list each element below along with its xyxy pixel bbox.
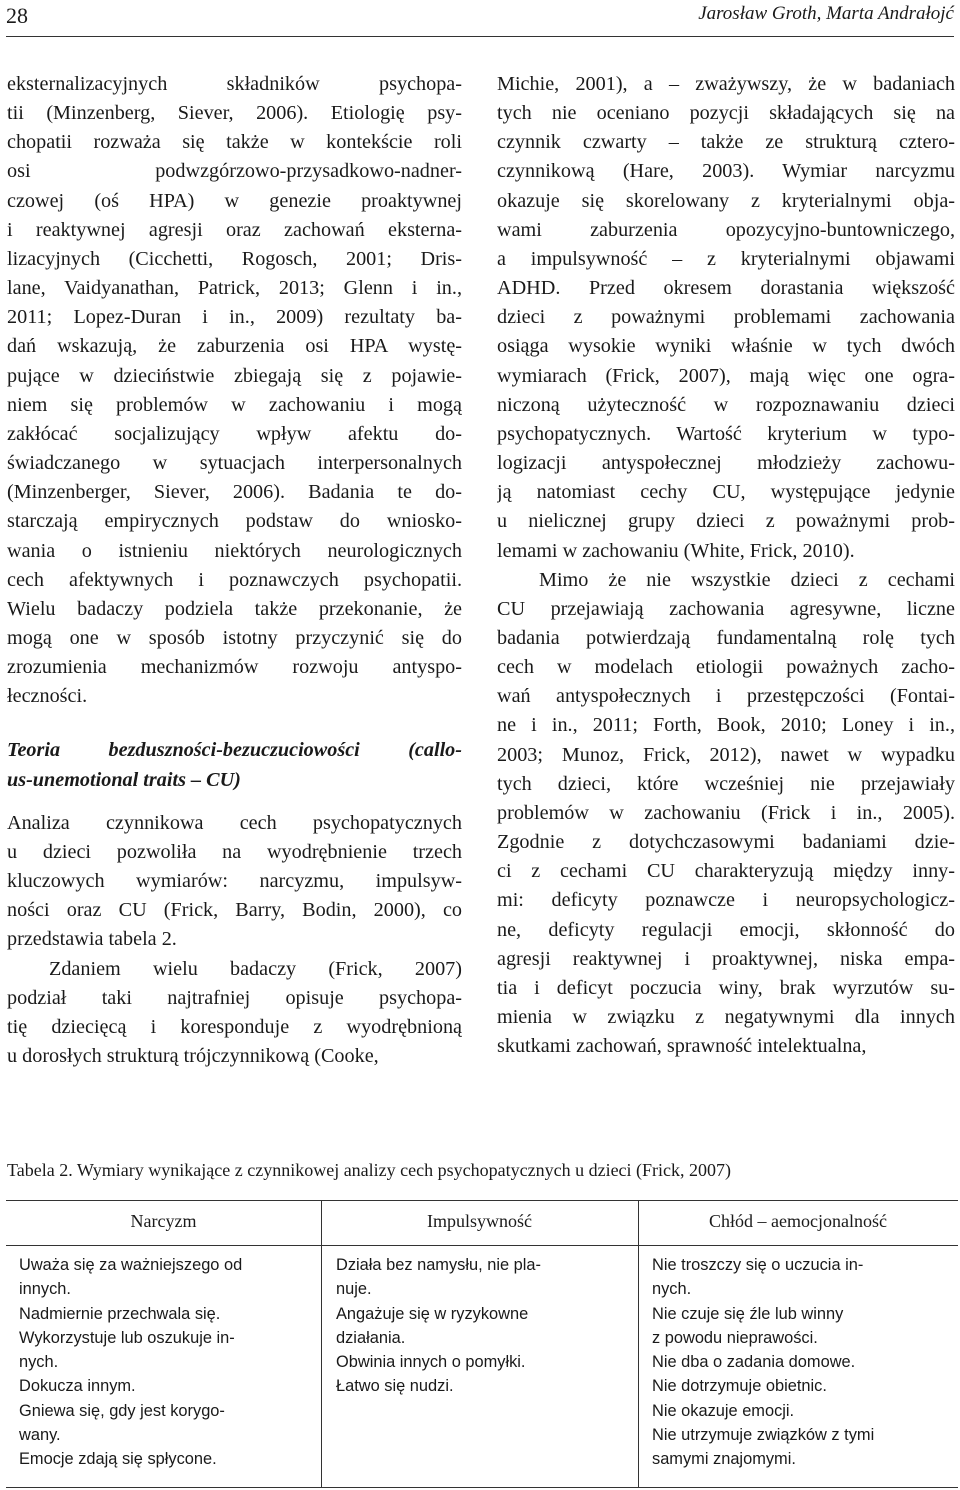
text-line: ADHD. Przed okresem dorastania większość — [497, 277, 955, 300]
text-line: kluczowych wymiarów: narcyzmu, impulsyw- — [7, 870, 462, 893]
text-line: ne, deficyty regulacji emocji, skłonność do — [497, 918, 955, 941]
text-line: ją natomiast cechy CU, występujące jedynie — [497, 481, 955, 504]
text-line: Wielu badaczy podziela także przekonanie, że — [7, 597, 462, 620]
text-line: chopatii rozważa się także w kontekście roli — [7, 131, 462, 154]
table-cell-line: Emocje zdają się spłycone. — [19, 1450, 217, 1469]
text-line: osiąga wysokie wyniki właśnie w tych dwóch — [497, 335, 955, 358]
table-header-chlod: Chłód – aemocjonalność — [709, 1211, 887, 1231]
table-divider — [321, 1201, 322, 1487]
table-cell-line: samymi znajomymi. — [652, 1450, 796, 1469]
text-line: agresji reaktywnej i proaktywnej, niska empa- — [497, 947, 955, 970]
text-line: podział taki najtrafniej opisuje psychopa- — [7, 986, 462, 1009]
table-cell-line: Nie dotrzymuje obietnic. — [652, 1377, 827, 1396]
text-line: Teoria bezduszności-bezuczuciowości (callo- — [7, 739, 462, 762]
text-line: czowej (oś HPA) w genezie proaktywnej — [7, 189, 462, 212]
text-line: dań wskazują, że zaburzenia osi HPA wystę- — [7, 335, 462, 358]
table-cell-line: Nie okazuje emocji. — [652, 1401, 795, 1420]
text-line: lemami w zachowaniu (White, Frick, 2010). — [497, 539, 855, 562]
table-cell-line: wany. — [19, 1426, 61, 1445]
text-line: skutkami zachowań, sprawność intelektualna, — [497, 1035, 867, 1058]
text-line: tia i deficyt poczucia winy, brak wyrzutów su- — [497, 976, 955, 999]
table-cell-line: nych. — [19, 1353, 59, 1372]
table-header-narcyzm: Narcyzm — [130, 1211, 197, 1231]
table-cell-line: Angażuje się w ryzykowne — [336, 1304, 529, 1323]
table-cell-line: Działa bez namysłu, nie pla- — [336, 1256, 541, 1274]
table-cell-line: Nadmiernie przechwala się. — [19, 1304, 221, 1323]
text-line: 2003; Munoz, Frick, 2012), nawet w wypadku — [497, 743, 955, 766]
table-cell-line: Wykorzystuje lub oszukuje in- — [19, 1328, 235, 1347]
text-line: ne i in., 2011; Forth, Book, 2010; Loney i in., — [497, 714, 955, 737]
text-line: CU przejawiają zachowania agresywne, liczne — [497, 597, 955, 620]
table-cell-line: działania. — [336, 1328, 406, 1347]
table-cell-line: Nie czuje się źle lub winny — [652, 1304, 844, 1323]
text-line: cech w modelach etiologii poważnych zacho- — [497, 656, 955, 679]
text-line: u dzieci pozwoliła na wyodrębnienie trzech — [7, 840, 462, 863]
text-line: świadczanego w sytuacjach interpersonalnych — [7, 452, 462, 475]
text-line: logizacji antyspołecznej młodzieży zachowu- — [497, 452, 955, 475]
text-line: Zgodnie z dotychczasowymi badaniami dzie- — [497, 831, 955, 854]
table-divider — [638, 1201, 639, 1487]
header-rule — [6, 36, 954, 37]
table-cell-line: Uważa się za ważniejszego od — [19, 1256, 243, 1274]
text-line: mi: deficyty poznawcze i neuropsychologicz- — [497, 889, 955, 912]
paragraph — [7, 809, 462, 955]
table-cell-line: Nie troszczy się o uczucia in- — [652, 1256, 864, 1274]
text-line: czynnik czwarty – także ze strukturą cztero- — [497, 131, 955, 154]
text-line: czynnikową (Hare, 2003). Wymiar narcyzmu — [497, 160, 955, 183]
text-line: Analiza czynnikowa cech psychopatycznych — [7, 811, 462, 834]
text-line: tię dziecięcą i koresponduje z wyodrębnioną — [7, 1015, 462, 1038]
text-line: wania o istnieniu niektórych neurologicznych — [7, 539, 462, 562]
paragraph — [497, 70, 955, 566]
text-line: niczoną użyteczność w rozpoznawaniu dzieci — [497, 393, 955, 416]
text-line: ci z cechami CU charakteryzują między inny- — [497, 860, 955, 883]
text-line: osi podwzgórzowo-przysadkowo-nadner- — [7, 160, 462, 183]
table-cell-line: z powodu nieprawości. — [652, 1328, 818, 1347]
paragraph — [497, 566, 955, 1062]
text-line: 2011; Lopez-Duran i in., 2009) rezultaty ba- — [7, 306, 462, 329]
text-line: okazuje się skorelowany z kryterialnymi obja- — [497, 189, 955, 212]
text-line: tii (Minzenberg, Siever, 2006). Etiologię psy- — [7, 102, 462, 125]
text-line: Mimo że nie wszystkie dzieci z cechami — [539, 568, 955, 591]
text-line: lizacyjnych (Cicchetti, Rogosch, 2001; Dris- — [7, 247, 462, 270]
text-line: starczają empirycznych podstaw do wniosko- — [7, 510, 462, 533]
text-line: ności oraz CU (Frick, Barry, Bodin, 2000), co — [7, 899, 462, 922]
table-cell-line: Nie dba o zadania domowe. — [652, 1353, 856, 1372]
table-cell-line: Łatwo się nudzi. — [336, 1377, 454, 1396]
left-column — [7, 70, 462, 1071]
text-line: mienia w związku z negatywnymi dla innych — [497, 1006, 955, 1028]
right-column — [497, 70, 955, 1061]
text-line: łeczności. — [7, 685, 88, 708]
text-line: u nielicznej grupy dzieci z poważnymi prob- — [497, 510, 955, 533]
text-line: tych dzieci, które wcześniej nie przejawiały — [497, 772, 955, 795]
text-line: Michie, 2001), a – zważywszy, że w badaniach — [497, 73, 955, 95]
text-line: psychopatycznych. Wartość kryterium w typo- — [497, 422, 955, 445]
page-number: 28 — [6, 3, 28, 28]
paragraph — [7, 70, 462, 711]
text-line: zakłócać socjalizujący wpływ afektu do- — [7, 422, 462, 445]
table-cell-line: innych. — [19, 1280, 71, 1299]
text-line: wami zaburzenia opozycyjno-buntowniczego, — [497, 218, 955, 241]
text-line: przedstawia tabela 2. — [7, 928, 177, 951]
text-line: zrozumienia mechanizmów rozwoju antyspo- — [7, 656, 462, 679]
text-line: pujące w dzieciństwie zbiegają się z pojawie- — [7, 364, 462, 387]
text-line: problemów w zachowaniu (Frick i in., 2005). — [497, 801, 955, 824]
table-cell-line: nuje. — [336, 1280, 372, 1299]
text-line: tych nie oceniano pozycji składających się na — [497, 102, 955, 125]
table-cell-line: nych. — [652, 1280, 692, 1299]
text-line: cech afektywnych i poznawczych psychopatii. — [7, 568, 462, 591]
table-cell-narcyzm — [19, 1253, 314, 1472]
table-dimensions — [6, 1200, 958, 1488]
table-caption: Tabela 2. Wymiary wynikające z czynnikowej analizy cech psychopatycznych u dzieci (Frick, 2007) — [7, 1160, 732, 1180]
paragraph — [7, 955, 462, 1072]
text-line: niem się problemów w zachowaniu i mogą — [7, 393, 462, 416]
text-line: (Minzenberger, Siever, 2006). Badania te do- — [7, 481, 462, 504]
table-header-row — [6, 1201, 958, 1246]
section-heading — [7, 736, 462, 794]
text-line: i reaktywnej agresji oraz zachowań eksterna- — [7, 218, 462, 241]
table-cell-line: Nie utrzymuje związków z tymi — [652, 1426, 875, 1445]
table-cell-line: Obwinia innych o pomyłki. — [336, 1353, 526, 1372]
table-cell-chlod — [652, 1253, 952, 1472]
text-line: wań antyspołecznych i przestępczości (Fontai- — [497, 685, 955, 708]
text-line: wymiarach (Frick, 2007), mają więc one ogra- — [497, 364, 955, 387]
text-line: u dorosłych strukturą trójczynnikową (Cooke, — [7, 1045, 379, 1067]
running-head-authors: Jarosław Groth, Marta Andrałojć — [698, 3, 954, 24]
table-cell-impulsywnosc — [336, 1253, 631, 1399]
table-cell-line: Gniewa się, gdy jest korygo- — [19, 1401, 225, 1420]
text-line: dzieci z poważnymi problemami zachowania — [497, 306, 955, 329]
table-cell-line: Dokucza innym. — [19, 1377, 136, 1396]
text-line: Zdaniem wielu badaczy (Frick, 2007) — [49, 957, 462, 980]
text-line: lane, Vaidyanathan, Patrick, 2013; Glenn i in., — [7, 277, 462, 300]
text-line: eksternalizacyjnych składników psychopa- — [7, 73, 462, 95]
text-line: mogą one w sposób istotny przyczynić się do — [7, 626, 462, 649]
page-header — [6, 0, 954, 36]
table-header-impulsywnosc: Impulsywność — [427, 1211, 532, 1231]
text-line: us-unemotional traits – CU) — [7, 768, 241, 791]
text-line: badania potwierdzają fundamentalną rolę tych — [497, 626, 955, 649]
text-line: a impulsywność – z kryterialnymi objawami — [497, 247, 955, 270]
